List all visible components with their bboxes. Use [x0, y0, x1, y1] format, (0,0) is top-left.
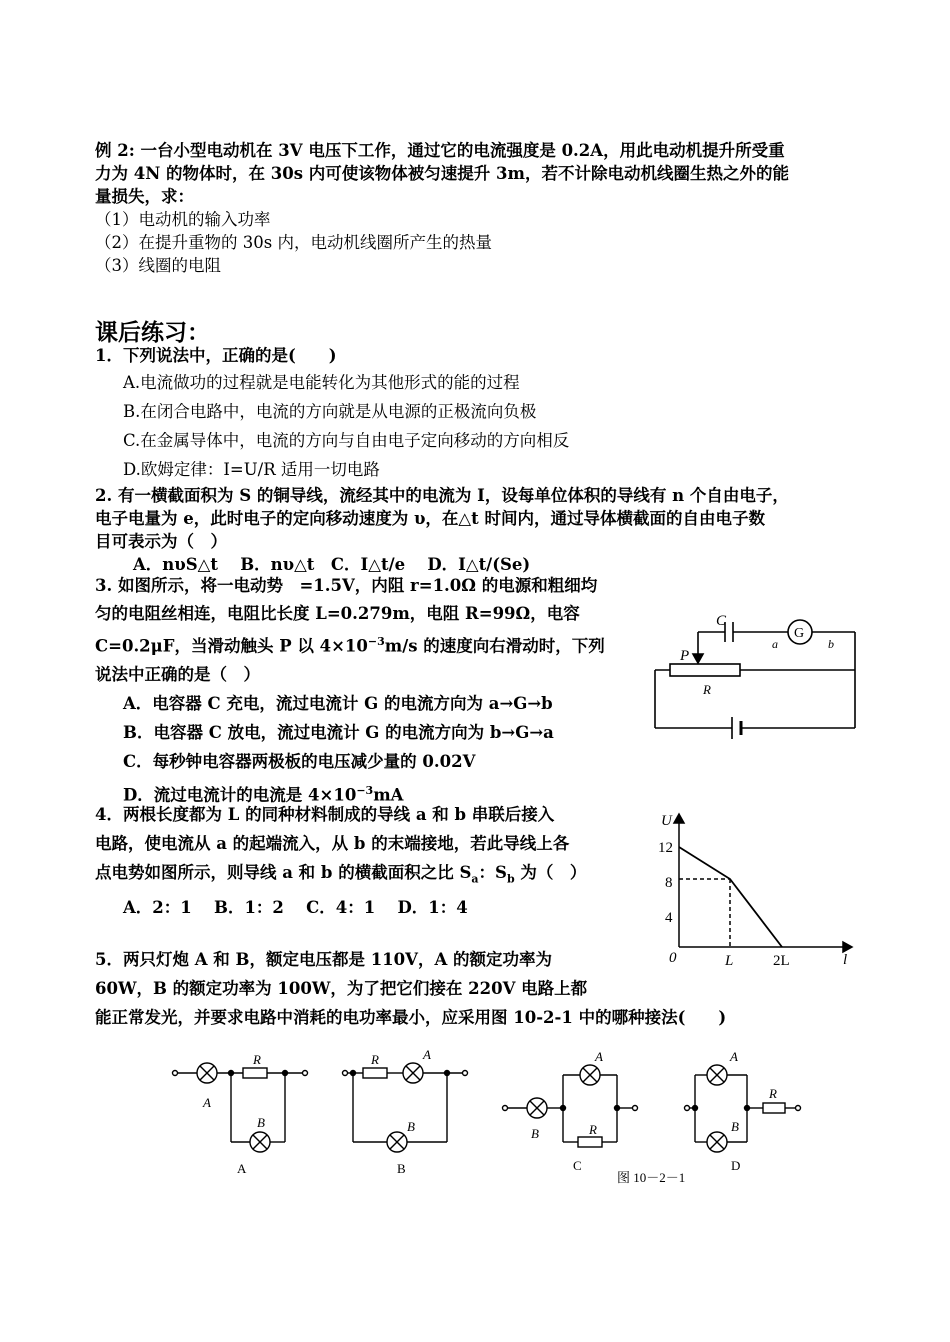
question-2-line: 2. 有一横截面积为 S 的铜导线，流经其中的电流为 I，设每单位体积的导线有 n 个自由电子，: [95, 486, 789, 505]
question-3-text: D．流过电流计的电流是 4×10: [123, 785, 357, 804]
question-4: [95, 800, 655, 922]
circuit-option-c: [503, 1065, 638, 1147]
option-label: C: [573, 1158, 582, 1173]
x-tick-label: 2L: [773, 953, 790, 969]
question-1-option-b: B.在闭合电路中，电流的方向就是从电源的正极流向负极: [123, 402, 537, 421]
example-2-sub-question: （3）线圈的电阻: [95, 256, 221, 275]
lamp-label: A: [423, 1047, 431, 1062]
y-axis-label: U: [661, 813, 672, 829]
question-1-option-c: C.在金属导体中，电流的方向与自由电子定向移动的方向相反: [123, 431, 570, 450]
option-label: A: [237, 1161, 247, 1176]
question-5-line: 60W，B 的额定功率为 100W，为了把它们接在 220V 电路上都: [95, 979, 588, 998]
exercise-heading: 课后练习：: [95, 319, 210, 346]
question-2-line: 电子电量为 e，此时电子的定向移动速度为 υ，在△t 时间内，通过导体横截面的自由电子数: [95, 509, 765, 528]
label-r: R: [703, 682, 711, 697]
circuit-option-a: [173, 1063, 308, 1152]
slider-arrow-icon: [693, 654, 703, 663]
lamp-label: B: [531, 1126, 539, 1141]
lamp-label: A: [730, 1049, 738, 1064]
question-3-text: mA: [373, 785, 404, 804]
question-3: [95, 572, 635, 809]
resistor: [763, 1103, 785, 1113]
question-3-text: C=0.2μF，当滑动触头 P 以 4×10: [95, 636, 368, 656]
example-2-line: 量损失，求：: [95, 187, 194, 206]
example-2-line: 例 2: 一台小型电动机在 3V 电压下工作，通过它的电流强度是 0.2A，用此电动机提升所受重: [95, 141, 785, 160]
y-axis-arrow-icon: [674, 814, 684, 823]
resistor: [578, 1137, 602, 1147]
question-5-line: 5．两只灯炮 A 和 B，额定电压都是 110V，A 的额定功率为: [95, 950, 552, 969]
question-3-line: 3. 如图所示，将一电动势 =1.5V，内阻 r=1.0Ω 的电源和粗细均: [95, 576, 598, 595]
question-5: [95, 945, 865, 1032]
lamp-circuits-figure: [165, 1045, 815, 1190]
question-2-options: A．nυS△t B．nυ△t C．I△t/e D．I△t/(Se): [133, 555, 531, 574]
lamp-label: A: [595, 1049, 603, 1064]
question-4-subscript: a: [471, 872, 479, 886]
question-3-option-c: C．每秒钟电容器两极板的电压减少量的 0.02V: [123, 751, 476, 771]
lamp-label: B: [257, 1115, 265, 1130]
y-tick-label: 12: [658, 840, 673, 856]
resistor-label: R: [769, 1086, 777, 1101]
lamp-label: B: [731, 1119, 739, 1134]
question-3-line: 匀的电阻丝相连，电阻比长度 L=0.279m，电阻 R=99Ω，电容: [95, 604, 580, 623]
y-tick-label: 4: [665, 910, 673, 926]
question-4-text: ：S: [478, 863, 507, 882]
resistor-label: R: [589, 1122, 597, 1137]
lamp-label: B: [407, 1119, 415, 1134]
question-4-options: A．2：1 B．1：2 C．4：1 D．1：4: [123, 898, 468, 918]
question-4-text: 为（ ）: [514, 863, 587, 882]
question-4-line: [95, 858, 655, 893]
option-label: D: [731, 1158, 741, 1173]
lamp-label: A: [203, 1095, 211, 1110]
label-a: a: [772, 637, 778, 651]
potentiometer-circuit-diagram: [640, 610, 865, 760]
figure-caption: 图 10－2－1: [617, 1170, 686, 1185]
label-p: P: [680, 648, 690, 664]
example-2-sub-question: （2）在提升重物的 30s 内，电动机线圈所产生的热量: [95, 233, 492, 252]
question-3-line: [95, 628, 635, 661]
example-2-sub-question: （1）电动机的输入功率: [95, 210, 271, 229]
circuit-option-d: [685, 1065, 801, 1152]
label-g: G: [794, 626, 805, 641]
example-2: [95, 139, 865, 277]
resistor: [243, 1068, 267, 1078]
x-tick-label: L: [725, 953, 734, 969]
question-4-text: 点电势如图所示，则导线 a 和 b 的横截面积之比 S: [95, 863, 472, 882]
question-1-option-d: D.欧姆定律：I=U/R 适用一切电路: [123, 460, 380, 479]
resistor-label: R: [253, 1052, 261, 1067]
question-1: [95, 344, 865, 484]
question-4-subscript: b: [506, 872, 515, 886]
circuit-option-b: [343, 1063, 468, 1152]
question-3-exponent: −3: [356, 783, 374, 797]
option-label: B: [397, 1161, 406, 1176]
question-2: [95, 484, 865, 576]
resistor-r: [670, 664, 740, 676]
label-b: b: [828, 637, 834, 651]
question-3-option-a: A．电容器 C 充电，流过电流计 G 的电流方向为 a→G→b: [123, 693, 553, 713]
question-3-text: m/s 的速度向右滑动时，下列: [384, 636, 605, 656]
question-1-option-a: A.电流做功的过程就是电能转化为其他形式的能的过程: [123, 373, 520, 392]
question-3-option-b: B．电容器 C 放电，流过电流计 G 的电流方向为 b→G→a: [123, 722, 554, 742]
origin-label: 0: [669, 950, 677, 966]
resistor-label: R: [371, 1052, 379, 1067]
question-4-line: 电路，使电流从 a 的起端流入，从 b 的末端接地，若此导线上各: [95, 834, 570, 853]
question-2-line: 目可表示为（ ）: [95, 532, 227, 551]
y-tick-label: 8: [665, 875, 673, 891]
example-2-line: 力为 4N 的物体时，在 30s 内可使该物体被匀速提升 3m，若不计除电动机线圈生热之外的能: [95, 164, 789, 183]
question-3-line: 说法中正确的是（ ）: [95, 664, 260, 684]
question-3-exponent: −3: [367, 635, 385, 648]
question-1-stem: 1．下列说法中，正确的是( ): [95, 346, 337, 365]
question-5-line: 能正常发光，并要求电路中消耗的电功率最小，应采用图 10-2-1 中的哪种接法( ): [95, 1008, 727, 1027]
label-c: C: [716, 613, 727, 629]
question-4-line: 4．两根长度都为 L 的同种材料制成的导线 a 和 b 串联后接入: [95, 805, 555, 824]
x-axis-label: l: [843, 952, 848, 968]
resistor: [363, 1068, 387, 1078]
